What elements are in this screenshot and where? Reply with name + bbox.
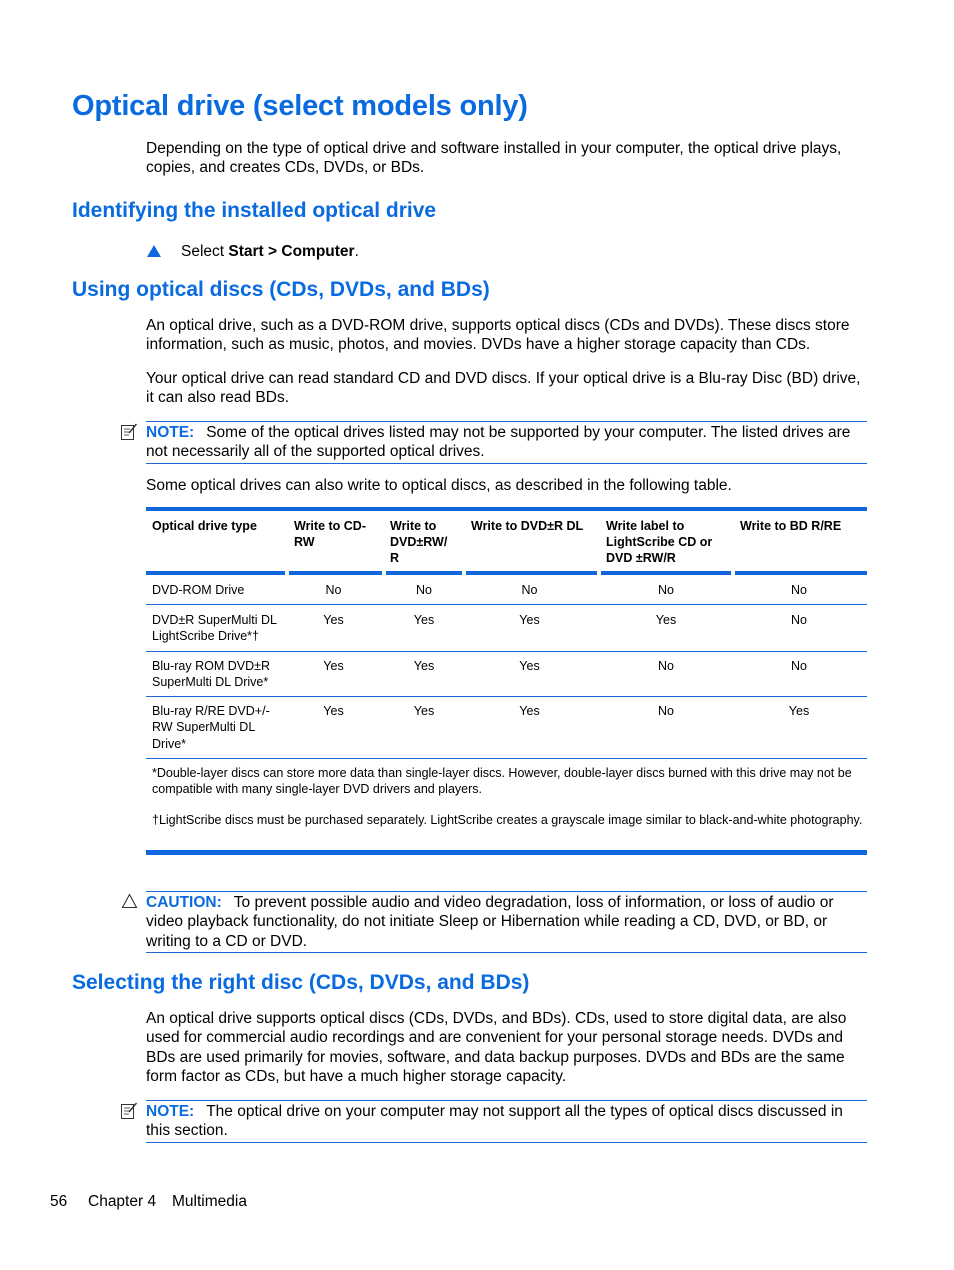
table-cell-drive: DVD±R SuperMulti DL LightScribe Drive*† xyxy=(152,613,277,644)
caution-label: CAUTION: xyxy=(146,894,222,911)
triangle-bullet-icon xyxy=(146,243,162,259)
table-cell: Yes xyxy=(323,659,344,673)
table-cell-drive: Blu-ray ROM DVD±R SuperMulti DL Drive* xyxy=(152,659,270,690)
table-cell: Yes xyxy=(413,613,435,627)
table-footnote-lightscribe: †LightScribe discs must be purchased separately. LightScribe creates a grayscale image similar to black-and-white photography. xyxy=(152,813,863,827)
table-bottom-rule xyxy=(146,850,867,855)
page-title: Optical drive (select models only) xyxy=(72,90,528,122)
table-cell: No xyxy=(325,583,342,597)
footer-chapter-title: Multimedia xyxy=(172,1193,247,1210)
table-header-cd-rw: Write to CD- RW xyxy=(294,519,366,549)
table-cell: Yes xyxy=(655,613,677,627)
table-cell-drive: Blu-ray R/RE DVD+/- RW SuperMulti DL Drive* xyxy=(152,704,270,751)
paragraph-optical-drive-supports: An optical drive, such as a DVD-ROM drive, supports optical discs (CDs and DVDs). These discs store information, such as music, photos, and movies. DVDs have a higher storage capacity than CDs. xyxy=(146,317,850,354)
table-cell: No xyxy=(791,659,807,673)
table-header-drive-type: Optical drive type xyxy=(152,519,257,533)
note-icon xyxy=(120,423,138,441)
table-cell: Yes xyxy=(788,704,810,718)
caution-icon xyxy=(121,893,138,909)
section-heading-selecting-disc: Selecting the right disc (CDs, DVDs, and BDs) xyxy=(72,971,530,994)
paragraph-write-table-intro: Some optical drives can also write to optical discs, as described in the following table. xyxy=(146,477,732,494)
table-cell: No xyxy=(791,613,807,627)
table-cell: Yes xyxy=(413,659,435,673)
note-label: NOTE: xyxy=(146,1103,195,1120)
table-header-bd: Write to BD R/RE xyxy=(740,519,842,533)
table-cell: Yes xyxy=(413,704,435,718)
section-heading-identifying: Identifying the installed optical drive xyxy=(72,199,437,222)
table-cell: Yes xyxy=(323,613,344,627)
step-text: Select Start > Computer. xyxy=(181,243,359,260)
table-cell: No xyxy=(521,583,538,597)
table-row xyxy=(146,606,867,652)
footer-chapter: Chapter 4 xyxy=(88,1193,157,1210)
table-cell: No xyxy=(416,583,432,597)
table-cell: No xyxy=(658,583,674,597)
note-box-drives xyxy=(146,421,867,464)
table-cell: Yes xyxy=(519,659,540,673)
table-footnote-double-layer: *Double-layer discs can store more data than single-layer discs. However, double-layer discs burned with this drive may not be compatible with many single-layer DVD drivers and players. xyxy=(152,766,852,797)
table-row xyxy=(146,697,867,759)
note-label: NOTE: xyxy=(146,424,195,441)
section-heading-using-discs: Using optical discs (CDs, DVDs, and BDs) xyxy=(72,278,490,301)
table-cell: No xyxy=(658,704,674,718)
note-box-disc-support xyxy=(146,1100,867,1143)
note-text: Some of the optical drives listed may not be supported by your computer. The listed drives are not necessarily all of the supported optical drives. xyxy=(146,424,851,461)
table-header-lightscribe: Write label to LightScribe CD or DVD ±RW/R xyxy=(606,519,713,565)
table-top-rule xyxy=(146,507,867,511)
table-cell: Yes xyxy=(323,704,344,718)
table-cell: No xyxy=(791,583,807,597)
paragraph-read-discs: Your optical drive can read standard CD and DVD discs. If your optical drive is a Blu-ray Disc (BD) drive, it can also read BDs. xyxy=(146,370,861,407)
table-header-dvd-rw: Write to DVD±RW/ R xyxy=(390,519,448,565)
table-row xyxy=(146,575,867,605)
table-cell: Yes xyxy=(519,704,540,718)
intro-paragraph: Depending on the type of optical drive and software installed in your computer, the optical drive plays, copies, and creates CDs, DVDs, or BDs. xyxy=(146,140,842,177)
table-cell: No xyxy=(658,659,674,673)
table-header-dvd-dl: Write to DVD±R DL xyxy=(471,519,584,533)
table-cell: Yes xyxy=(519,613,540,627)
note-text: The optical drive on your computer may not support all the types of optical discs discussed in this section. xyxy=(146,1103,843,1140)
caution-box xyxy=(146,891,867,953)
caution-text: To prevent possible audio and video degradation, loss of information, or loss of audio or video playback functionality, do not initiate Sleep or Hibernation while reading a CD, DVD, or BD, or writing to a CD or DVD. xyxy=(146,894,834,950)
table-row xyxy=(146,652,867,697)
paragraph-disc-types: An optical drive supports optical discs (CDs, DVDs, and BDs). CDs, used to store digital data, are also used for commercial audio recordings and are convenient for your personal storage needs. DVDs and BDs are used primarily for movies, software, and data backup purposes. DVDs and BDs are the same form factor as CDs, but have a much higher storage capacity. xyxy=(146,1010,847,1086)
page-number: 56 xyxy=(50,1193,68,1210)
table-cell-drive: DVD-ROM Drive xyxy=(152,583,245,597)
note-icon xyxy=(120,1102,138,1120)
